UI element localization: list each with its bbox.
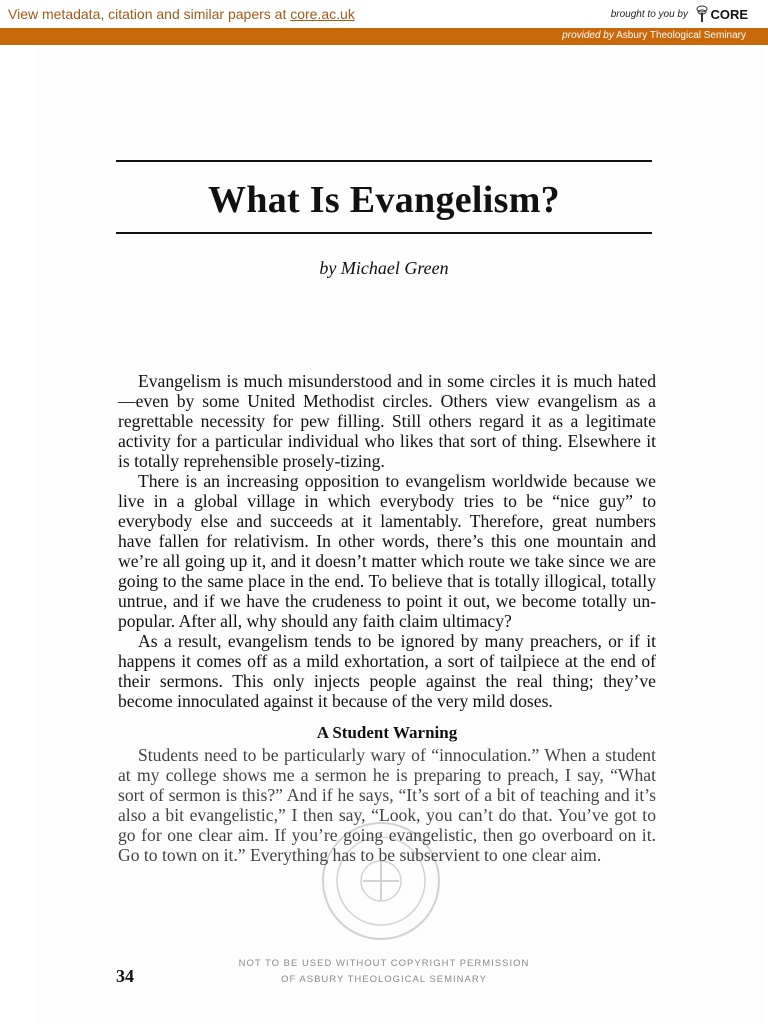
core-tree-icon [696, 5, 708, 23]
article-title: What Is Evangelism? [208, 179, 560, 221]
provided-by-label: provided by [562, 30, 614, 41]
page-number: 34 [116, 966, 134, 986]
article-body [118, 371, 656, 865]
brought-to-you-label: brought to you by [610, 9, 688, 20]
core-logo[interactable] [696, 4, 748, 24]
metadata-prefix: View metadata, citation and similar papers at [8, 6, 291, 22]
core-banner [0, 0, 768, 29]
section-heading: A Student Warning [316, 723, 458, 742]
metadata-notice [8, 6, 355, 22]
core-link[interactable]: core.ac.uk [290, 6, 355, 22]
core-logo-text: CORE [710, 6, 748, 22]
copyright-notice-line-2: OF ASBURY THEOLOGICAL SEMINARY [281, 974, 487, 985]
provider-bar [0, 28, 768, 45]
paragraph: Evangelism is much misunderstood and in some circles it is much hated—even by some United Methodist circles. Others view evangelism as a regrettable necessity for pew filling. Still others regard it as a legitimate activity for a particular individual who likes that sort of thing. Elsewhere it is totally reprehensible prosely-tizing. [118, 371, 656, 471]
paragraph: There is an increasing opposition to evangelism worldwide because we live in a global village in which everybody tries to be “nice guy” to everybody else and succeeds at it lamentably. Therefore, great numbers have fallen for relativism. In other words, there’s this one mountain and we’re all going up it, and it doesn’t matter which route we take since we are going to the same place in the end. To believe that is totally illogical, totally untrue, and if we have the crudeness to point it out, we become totally un-popular. After all, why should any faith claim ultimacy? [118, 471, 656, 631]
title-rule-bottom [116, 232, 652, 234]
copyright-notice-line-1: NOT TO BE USED WITHOUT COPYRIGHT PERMISSION [238, 958, 530, 969]
provider-link[interactable]: Asbury Theological Seminary [616, 30, 746, 41]
paragraph: As a result, evangelism tends to be ignored by many preachers, or if it happens it comes off as a mild exhortation, a sort of tailpiece at the end of their sermons. This only injects people against the real thing; they’ve become innoculated against it because of the very mild doses. [118, 631, 656, 711]
title-rule-top [116, 160, 652, 162]
article-byline: by Michael Green [319, 258, 449, 278]
provided-by-notice [562, 30, 746, 41]
paragraph: Students need to be particularly wary of “innoculation.” When a student at my college shows me a sermon he is preparing to preach, I say, “What sort of sermon is this?” And if he says, “It’s sort of a bit of teaching and it’s also a bit evangelistic,” I then say, “Look, you can’t do that. You’ve got to go for one clear aim. If you’re going evangelistic, then go overboard on it. Go to town on it.” Everything has to be subservient to one clear aim. [118, 745, 656, 865]
